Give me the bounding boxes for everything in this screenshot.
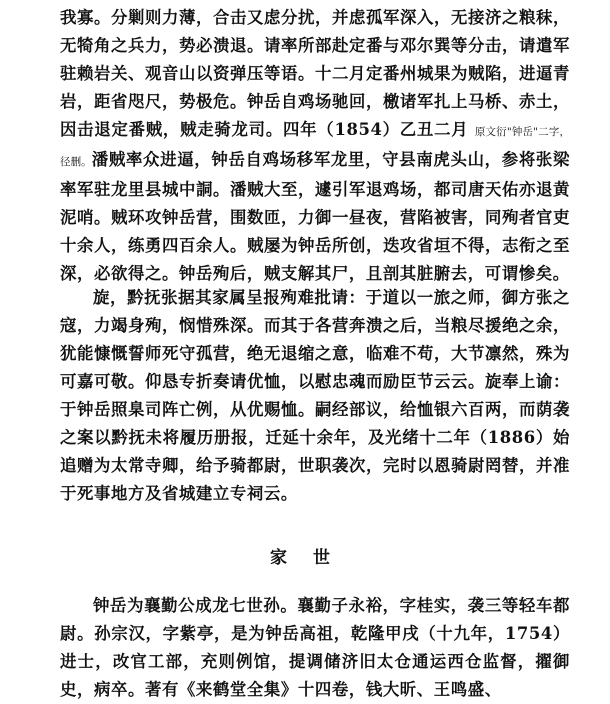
section-heading: 家 世 (270, 548, 340, 568)
paragraph-1-text-a: 我寡。分剿则力薄，合击又虑分扰，并虑孤军深入，无接济之粮秣，无犄角之兵力，势必溃退。请率所部赴定番与邓尔巽等分击，请遣军驻赖岩关、观音山以资弹压等语。十二月定番州城果为贼陷，进逼青岩，距省咫尺，势极危。钟岳自鸡场驰回，檄诸军扎上马桥、赤土，因击退定番贼，贼走骑龙司。四年（1854）乙丑二月 (60, 8, 570, 139)
paragraph-1 (60, 4, 570, 288)
editorial-note: 原文衍"钟岳"二字，径删。 (60, 126, 570, 168)
paragraph-1-text-b: 潘贼率众进逼，钟岳自鸡场移军龙里，守县南虎头山，参将张梁率军驻龙里县城中詷。潘贼大至，遽引军退鸡场，都司唐天佑亦退黄泥哨。贼环攻钟岳营，围数匝，力御一昼夜，营陷被害，同殉者官吏十余人，练勇四百余人。贼屡为钟岳所创，迭攻省垣不得，志衔之至深，必欲得之。钟岳殉后，贼支解其尸，且剖其脏腑去，可谓惨矣。 (60, 150, 570, 283)
paragraph-3: 钟岳为襄勤公成龙七世孙。襄勤子永裕，字桂实，袭三等轻车都尉。孙宗汉，字紫亭，是为钟岳高祖，乾隆甲戌（十九年，1754）进士，改官工部，充则例馆，提调储济旧太仓通运西仓监督，擢御史，病卒。著有《来鹤堂全集》十四卷，钱大昕、王鸣盛、 (60, 596, 570, 699)
paragraph-2: 旋，黔抚张据其家属呈报殉难批请：于道以一旅之师，御方张之寇，力竭身殉，悯惜殊深。而其于各营奔溃之后，当粮尽援绝之余，犹能慷慨誓师死守孤营，绝无退缩之意，临难不苟，大节凛然，殊为可嘉可敬。仰恳专折奏请优恤，以慰忠魂而励臣节云云。旋奉上谕：于钟岳照臬司阵亡例，从优赐恤。嗣经部议，给恤银六百两，而荫袭之案以黔抚未将履历册报，迁延十余年，及光绪十二年（1886）始追赠为太常寺卿，给予骑都尉，世职袭次，完时以恩骑尉罔替，并准于死事地方及省城建立专祠云。 (60, 288, 570, 503)
